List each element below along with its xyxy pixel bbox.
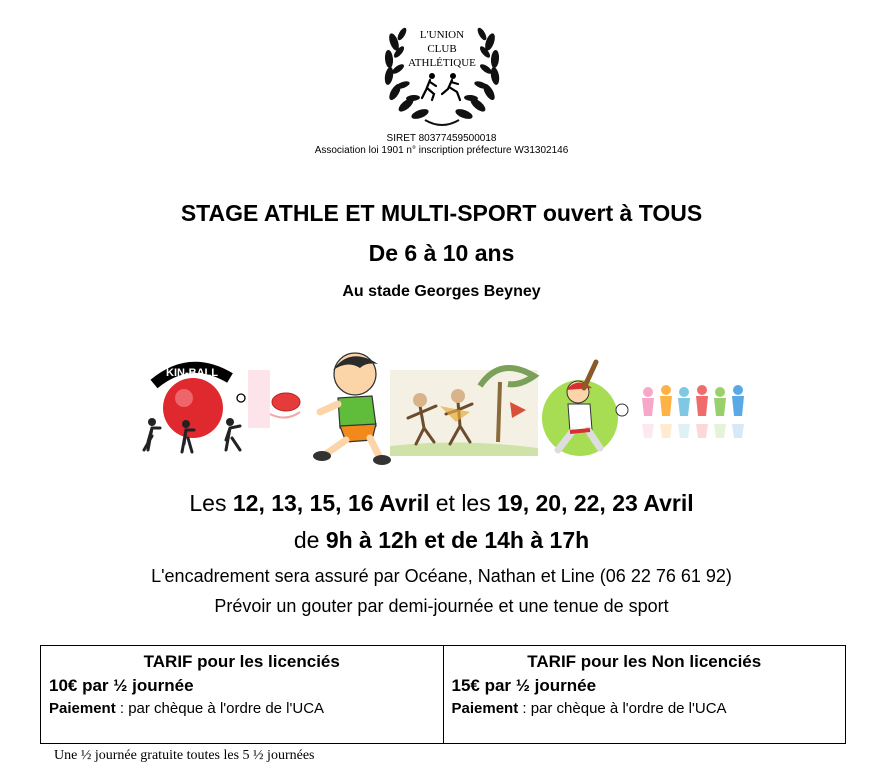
dates-connector: et les	[429, 490, 498, 516]
hours: 9h à 12h et de 14h à 17h	[325, 527, 590, 553]
staff-info: L'encadrement sera assuré par Océane, Nathan et Line (06 22 76 61 92)	[151, 566, 732, 586]
tarif-non-licencies	[443, 646, 846, 744]
tarif-licencies	[41, 646, 444, 744]
tarif-price: 10€ par ½ journée	[49, 676, 194, 695]
tarif-payment	[452, 700, 838, 717]
kids-playing-icon	[390, 368, 538, 456]
payment-label: Paiement	[49, 700, 116, 717]
club-logo	[380, 14, 504, 132]
logo-line-2: CLUB	[427, 43, 457, 55]
kinball-icon	[144, 367, 270, 452]
frisbee-icon	[270, 393, 300, 418]
siret-number: SIRET 80377459500018	[386, 133, 497, 144]
hours-prefix: de	[293, 527, 326, 553]
payment-text: : par chèque à l'ordre de l'UCA	[518, 700, 727, 717]
payment-text: : par chèque à l'ordre de l'UCA	[115, 700, 325, 717]
venue: Au stade Georges Beyney	[342, 283, 541, 300]
tarif-title: TARIF pour les Non licenciés	[527, 652, 762, 671]
stage-title: STAGE ATHLE ET MULTI-SPORT ouvert à TOUS	[180, 200, 703, 226]
dates-prefix: Les	[189, 490, 233, 516]
boy-throwing-icon	[313, 353, 391, 465]
tarif-price: 15€ par ½ journée	[451, 676, 597, 695]
baseball-player-icon	[542, 362, 628, 456]
kinball-label: KIN-BALL	[166, 367, 218, 379]
payment-label: Paiement	[451, 700, 519, 717]
logo-line-1: L'UNION	[419, 29, 465, 41]
tarif-payment	[49, 700, 435, 717]
sports-illustrations	[140, 346, 752, 468]
children-silhouettes-icon	[642, 385, 744, 438]
logo-line-3: ATHLÉTIQUE	[408, 57, 476, 69]
dates-line	[0, 490, 883, 517]
association-registration: Association loi 1901 n° inscription préfecture W31302146	[314, 145, 569, 156]
tarif-title: TARIF pour les licenciés	[143, 652, 340, 671]
bring-info: Prévoir un gouter par demi-journée et une tenue de sport	[214, 596, 669, 616]
footnote: Une ½ journée gratuite toutes les 5 ½ journées	[54, 748, 315, 763]
dates-group-2: 19, 20, 22, 23 Avril	[497, 490, 694, 516]
runners-icon	[422, 73, 460, 100]
tarif-table	[40, 645, 846, 744]
hours-line	[0, 527, 883, 554]
dates-group-1: 12, 13, 15, 16 Avril	[232, 490, 430, 516]
age-range: De 6 à 10 ans	[368, 240, 515, 266]
